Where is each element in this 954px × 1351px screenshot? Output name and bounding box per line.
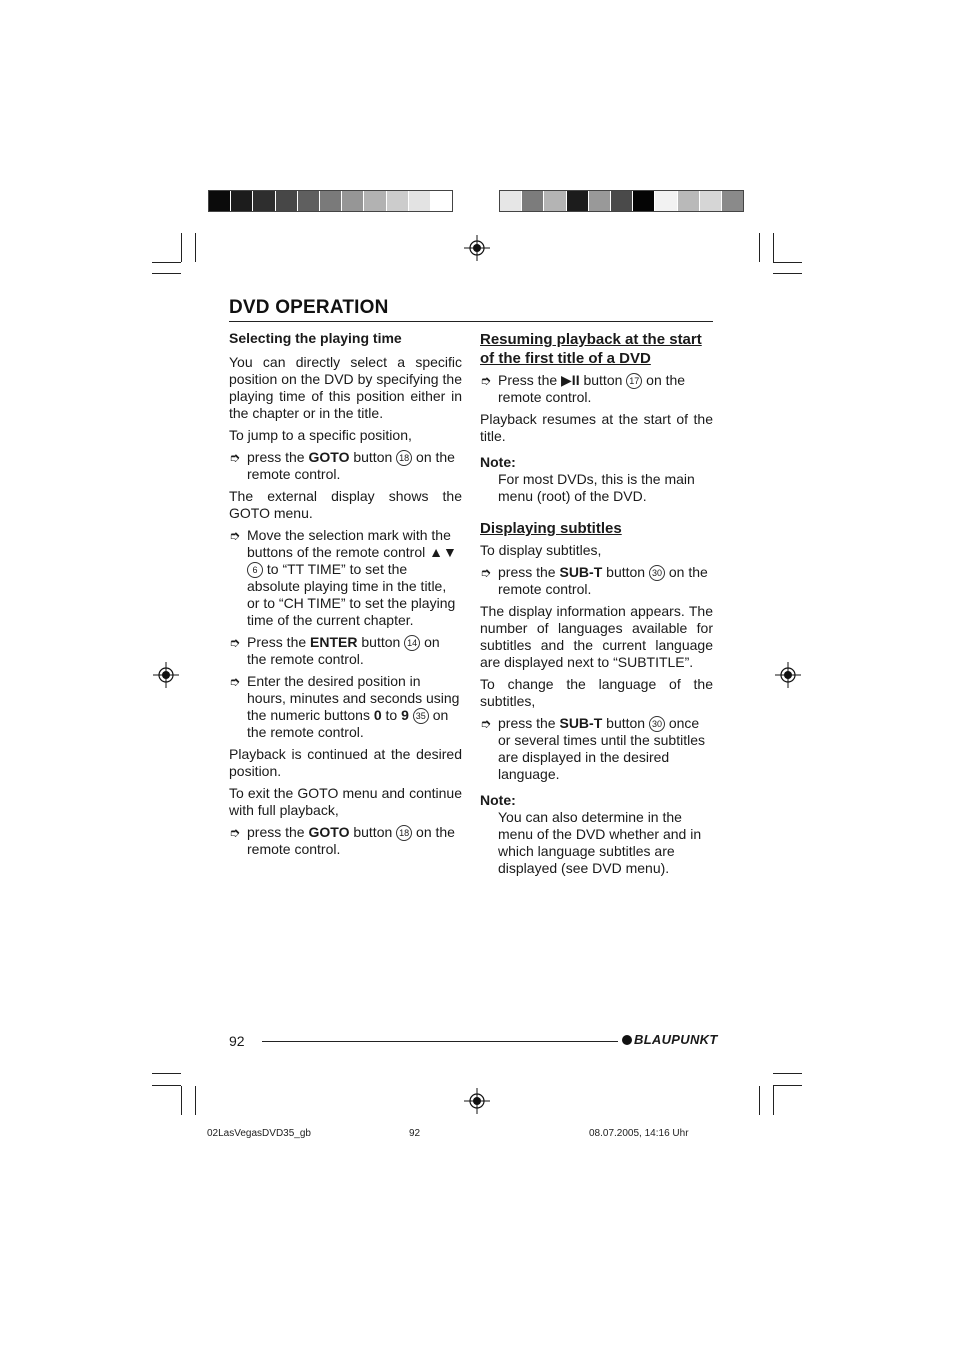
page-title: DVD OPERATION: [229, 297, 389, 318]
crop-mark: [759, 1086, 760, 1115]
calibration-swatch: [544, 191, 566, 211]
calibration-swatch: [231, 191, 253, 211]
calibration-swatch: [611, 191, 633, 211]
slug-page: 92: [409, 1128, 421, 1139]
button-number-badge: 17: [626, 373, 642, 389]
crop-mark: [773, 1073, 802, 1074]
footer-divider: [262, 1041, 618, 1042]
crop-mark: [152, 262, 181, 263]
registration-mark-icon: [775, 662, 801, 688]
registration-mark-icon: [153, 662, 179, 688]
note-body: For most DVDs, this is the main menu (root) of the DVD.: [498, 471, 695, 504]
crop-mark: [773, 1085, 802, 1086]
crop-mark: [773, 1086, 774, 1115]
up-down-arrows-icon: ▲▼: [429, 544, 457, 560]
button-number-badge: 14: [404, 635, 420, 651]
crop-mark: [195, 1086, 196, 1115]
crop-mark: [773, 233, 774, 262]
crop-mark: [181, 233, 182, 262]
button-number-badge: 6: [247, 562, 263, 578]
calibration-swatch: [320, 191, 342, 211]
calibration-swatch: [409, 191, 431, 211]
arrow-right-icon: ➮: [480, 373, 491, 388]
brand-logo: BLAUPUNKT: [622, 1032, 718, 1047]
button-number-badge: 35: [413, 708, 429, 724]
calibration-swatch: [722, 191, 743, 211]
play-pause-icon: ▶II: [561, 372, 580, 388]
logo-dot-icon: [622, 1035, 632, 1045]
title-divider: [229, 321, 713, 322]
crop-mark: [195, 233, 196, 262]
section-heading: Resuming playback at the start of the first title of a DVD: [480, 331, 702, 367]
step-item: ➮ press the GOTO button 18 on the remote control.: [229, 824, 455, 857]
arrow-right-icon: ➮: [229, 674, 240, 689]
crop-mark: [773, 273, 802, 274]
paragraph: To display subtitles,: [480, 542, 602, 558]
calibration-swatch: [655, 191, 677, 211]
calibration-swatch: [567, 191, 589, 211]
crop-mark: [181, 1086, 182, 1115]
button-number-badge: 30: [649, 565, 665, 581]
step-item: ➮ Press the ▶II button 17 on the remote control.: [480, 372, 686, 405]
slug-date: 08.07.2005, 14:16 Uhr: [589, 1128, 689, 1139]
calibration-swatch: [431, 191, 452, 211]
paragraph: The external display shows the GOTO menu.: [229, 488, 462, 521]
calibration-swatch: [298, 191, 320, 211]
section-heading: Selecting the playing time: [229, 330, 402, 346]
button-number-badge: 18: [396, 450, 412, 466]
section-heading: Displaying subtitles: [480, 520, 622, 537]
step-item: ➮ press the SUB-T button 30 once or several times until the subtitles are displayed in the desired language.: [480, 715, 705, 782]
step-item: ➮ Press the ENTER button 14 on the remote control.: [229, 634, 440, 667]
arrow-right-icon: ➮: [480, 565, 491, 580]
calibration-swatch: [589, 191, 611, 211]
calibration-swatch: [276, 191, 298, 211]
paragraph: The display information appears. The number of languages available for subtitles and the current language are displayed next to “SUBTITLE”.: [480, 603, 713, 670]
step-item: ➮ press the SUB-T button 30 on the remote control.: [480, 564, 708, 597]
calibration-swatch: [522, 191, 544, 211]
arrow-right-icon: ➮: [229, 450, 240, 465]
registration-mark-icon: [464, 235, 490, 261]
paragraph: You can directly select a specific position on the DVD by specifying the playing time of this position either in the chapter or in the title.: [229, 354, 462, 421]
arrow-right-icon: ➮: [229, 635, 240, 650]
crop-mark: [759, 233, 760, 262]
calibration-swatch: [342, 191, 364, 211]
calibration-swatch: [209, 191, 231, 211]
calibration-swatch: [387, 191, 409, 211]
button-number-badge: 18: [396, 825, 412, 841]
paragraph: To change the language of the subtitles,: [480, 676, 713, 709]
calibration-bar-right: [499, 190, 744, 212]
button-number-badge: 30: [649, 716, 665, 732]
arrow-right-icon: ➮: [480, 716, 491, 731]
arrow-right-icon: ➮: [229, 528, 240, 543]
crop-mark: [152, 273, 181, 274]
paragraph: Playback is continued at the desired position.: [229, 746, 462, 779]
left-column: [229, 330, 462, 863]
registration-mark-icon: [464, 1088, 490, 1114]
crop-mark: [152, 1073, 181, 1074]
page-number: 92: [229, 1033, 245, 1049]
paragraph: To exit the GOTO menu and continue with full playback,: [229, 785, 462, 818]
calibration-swatch: [364, 191, 386, 211]
right-column: [480, 330, 713, 882]
note-body: You can also determine in the menu of the DVD whether and in which language subtitles are displayed (see DVD menu).: [498, 809, 702, 876]
note-heading: Note:: [480, 454, 516, 470]
crop-mark: [773, 262, 802, 263]
slug-file: 02LasVegasDVD35_gb: [207, 1128, 311, 1139]
paragraph: To jump to a specific position,: [229, 427, 412, 443]
arrow-right-icon: ➮: [229, 825, 240, 840]
calibration-swatch: [678, 191, 700, 211]
note-heading: Note:: [480, 792, 516, 808]
calibration-swatch: [633, 191, 655, 211]
step-item: ➮ Enter the desired position in hours, minutes and seconds using the numeric buttons 0 to 9 35 on the remote control.: [229, 673, 460, 740]
step-item: ➮ press the GOTO button 18 on the remote control.: [229, 449, 455, 482]
crop-mark: [152, 1085, 181, 1086]
calibration-swatch: [253, 191, 275, 211]
calibration-swatch: [500, 191, 522, 211]
calibration-bar-left: [208, 190, 453, 212]
step-item: ➮ Move the selection mark with the buttons of the remote control ▲▼ 6 to “TT TIME” to set the absolute playing time in the title, or to “CH TIME” to set the playing time of the current chapter.: [229, 527, 457, 628]
calibration-swatch: [700, 191, 722, 211]
paragraph: Playback resumes at the start of the title.: [480, 411, 713, 444]
